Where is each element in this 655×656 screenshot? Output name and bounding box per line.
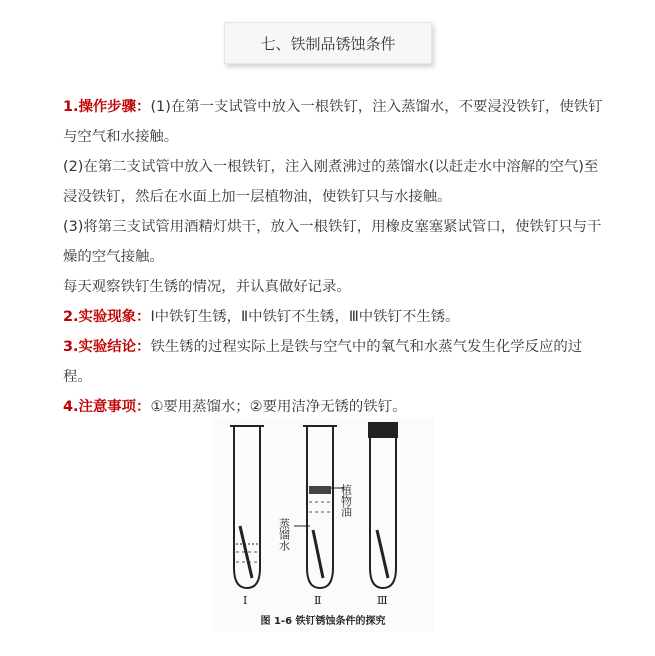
conclusion-text: 铁生锈的过程实际上是铁与空气中的氧气和水蒸气发生化学反应的过程。 [63,339,583,385]
section-title [224,22,432,64]
steps-paragraph-1 [63,92,603,152]
tube-label-3: Ⅲ [377,594,388,607]
iron-nail-3 [377,530,388,578]
notes-text: ①要用蒸馏水；②要用洁净无锈的铁钉。 [150,399,407,415]
experiment-figure [212,418,434,632]
steps-paragraph-3: (3)将第三支试管用酒精灯烘干，放入一根铁钉，用橡皮塞塞紧试管口，使铁钉只与干燥的空气接触。 [63,219,602,265]
test-tube-2 [294,426,344,588]
section-title-text: 七、铁制品锈蚀条件 [260,34,396,53]
steps-label: 1.操作步骤： [63,99,151,115]
rubber-stopper [368,422,398,438]
test-tube-3 [368,422,398,588]
test-tubes-diagram [212,418,434,632]
phenomenon-label: 2.实验现象： [63,309,151,325]
phenomenon-text: Ⅰ中铁钉生锈，Ⅱ中铁钉不生锈，Ⅲ中铁钉不生锈。 [150,309,460,325]
iron-nail-2 [313,530,323,578]
label-vegetable-oil: 植物油 [339,484,353,517]
label-distilled-water: 蒸馏水 [277,518,291,551]
notes-label: 4.注意事项： [63,399,151,415]
conclusion-label: 3.实验结论： [63,339,151,355]
tube-label-2: Ⅱ [314,594,322,607]
figure-caption: 图 1-6 铁钉锈蚀条件的探究 [260,616,386,627]
tube-label-1: Ⅰ [243,594,248,607]
steps-paragraph-4: 每天观察铁钉生锈的情况，并认真做好记录。 [63,279,351,295]
test-tube-1 [230,426,264,588]
steps-paragraph-2: (2)在第二支试管中放入一根铁钉，注入刚煮沸过的蒸馏水(以赶走水中溶解的空气)至浸没铁钉，然后在水面上加一层植物油，使铁钉只与水接触。 [63,159,599,205]
conclusion-paragraph [63,332,603,392]
article-body [63,92,603,422]
steps-text-1: (1)在第一支试管中放入一根铁钉，注入蒸馏水，不要浸没铁钉，使铁钉与空气和水接触。 [63,99,603,145]
phenomenon-paragraph [63,302,603,332]
